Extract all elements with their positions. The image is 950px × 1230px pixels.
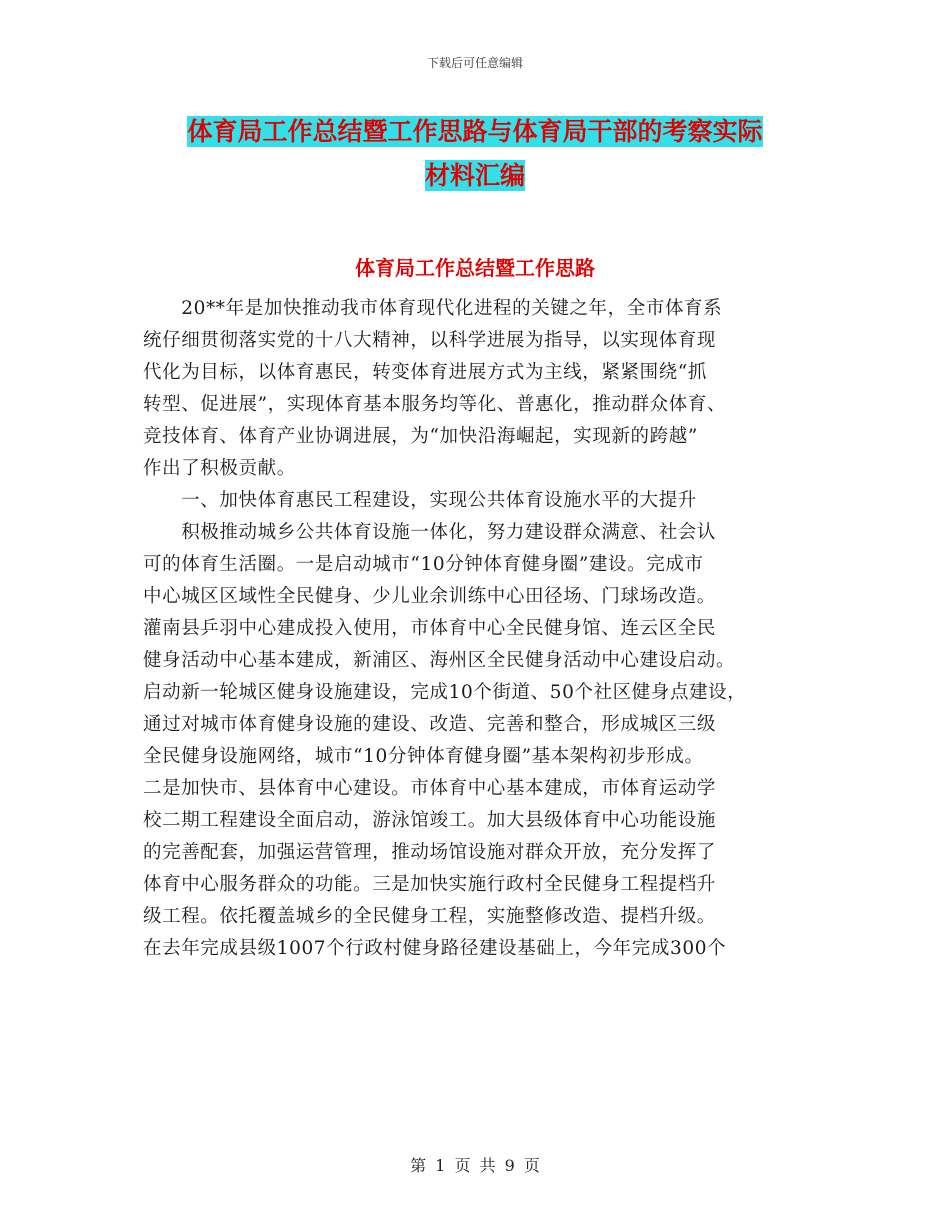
body-line: 代化为目标，以体育惠民，转变体育进展方式为主线，紧紧围绕“抓: [143, 362, 707, 383]
body-line: 转型、促进展”，实现体育基本服务均等化、普惠化，推动群众体育、: [143, 394, 727, 415]
body-line: 级工程。依托覆盖城乡的全民健身工程，实施整修改造、提档升级。: [143, 906, 717, 927]
body-line: 作出了积极贡献。: [143, 458, 296, 479]
body-line: 二是加快市、县体育中心建设。市体育中心基本建成，市体育运动学: [143, 778, 717, 799]
body-line: 中心城区区域性全民健身、少儿业余训练中心田径场、门球场改造。: [143, 586, 717, 607]
body-text: [143, 293, 823, 965]
document-title-line-2: 材料汇编: [424, 161, 525, 190]
body-line: 一、加快体育惠民工程建设，实现公共体育设施水平的大提升: [143, 490, 697, 511]
body-line: 启动新一轮城区健身设施建设，完成10个街道、50个社区健身点建设，: [143, 682, 747, 703]
body-line: 竞技体育、体育产业协调进展，为“加快沿海崛起，实现新的跨越”: [143, 426, 698, 447]
body-line: 积极推动城乡公共体育设施一体化，努力建设群众满意、社会认: [143, 522, 717, 543]
page-header-note: 下载后可任意编辑: [426, 56, 523, 70]
body-line: 统仔细贯彻落实党的十八大精神，以科学进展为指导，以实现体育现: [143, 330, 717, 351]
body-line: 通过对城市体育健身设施的建设、改造、完善和整合，形成城区三级: [143, 714, 717, 735]
section-title: 体育局工作总结暨工作思路: [355, 256, 595, 280]
document-title-line-1: 体育局工作总结暨工作思路与体育局干部的考察实际: [187, 117, 763, 146]
body-line: 的完善配套，加强运营管理，推动场馆设施对群众开放，充分发挥了: [143, 842, 717, 863]
body-line: 全民健身设施网络，城市“10分钟体育健身圈”基本架构初步形成。: [143, 746, 704, 767]
body-line: 可的体育生活圈。一是启动城市“10分钟体育健身圈”建设。完成市: [143, 554, 704, 575]
page-number: 第 1 页 共 9 页: [410, 1156, 540, 1175]
body-line: 灌南县乒羽中心建成投入使用，市体育中心全民健身馆、连云区全民: [143, 618, 717, 639]
body-line: 体育中心服务群众的功能。三是加快实施行政村全民健身工程提档升: [143, 874, 717, 895]
body-line: 健身活动中心基本建成，新浦区、海州区全民健身活动中心建设启动。: [143, 650, 736, 671]
body-line: 20**年是加快推动我市体育现代化进程的关键之年，全市体育系: [143, 298, 723, 319]
document-title: [120, 110, 830, 198]
body-line: 在去年完成县级1007个行政村健身路径建设基础上，今年完成300个: [143, 938, 727, 959]
body-line: 校二期工程建设全面启动，游泳馆竣工。加大县级体育中心功能设施: [143, 810, 717, 831]
